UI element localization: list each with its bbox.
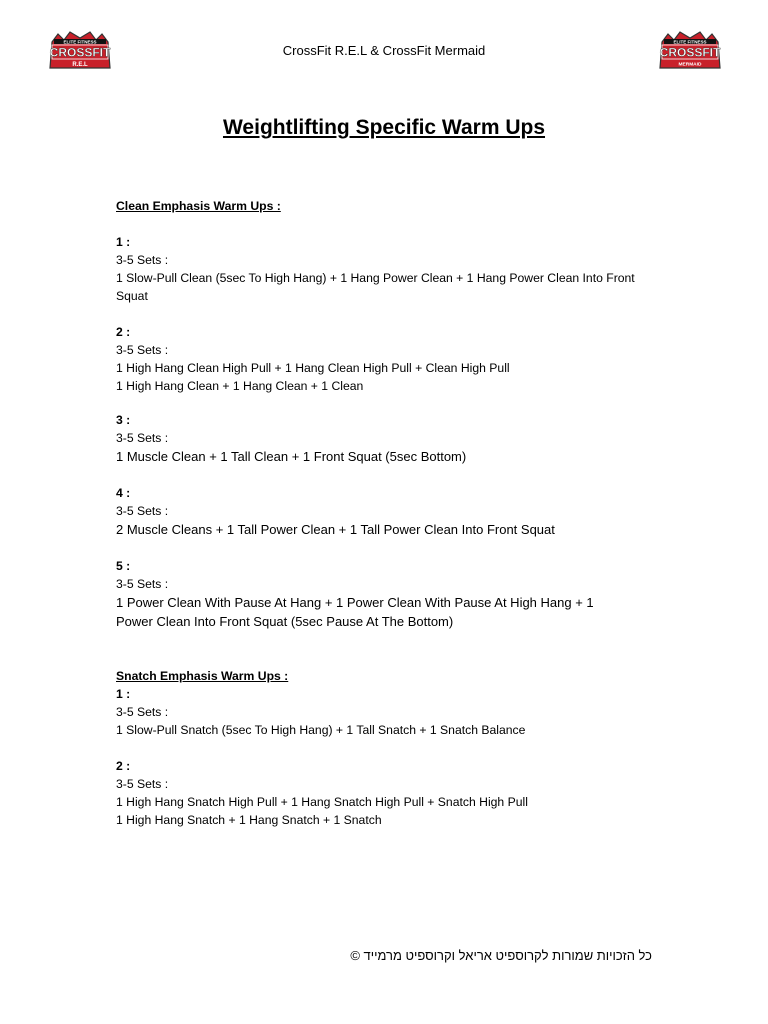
item-line: 1 Muscle Clean + 1 Tall Clean + 1 Front Squat (5sec Bottom): [116, 449, 467, 464]
logo-left-line3: R.E.L: [72, 62, 88, 68]
copyright-footer: כל הזכויות שמורות לקרוספיט אריאל וקרוספיט מרמייד ©: [350, 948, 652, 963]
clean-item-2: [116, 323, 656, 395]
logo-left-line2: CROSSFIT: [49, 45, 111, 60]
document-body: [116, 197, 656, 829]
snatch-section-heading: Snatch Emphasis Warm Ups :: [116, 669, 289, 683]
item-line: 1 High Hang Snatch High Pull + 1 Hang Snatch High Pull + Snatch High Pull: [116, 795, 528, 809]
clean-item-1: [116, 233, 656, 305]
item-line: 1 Power Clean With Pause At Hang + 1 Power Clean With Pause At High Hang + 1: [116, 595, 594, 610]
item-sets: 3-5 Sets :: [116, 431, 169, 445]
logo-left-line1: ELITE FITNESS: [63, 39, 97, 45]
item-number: 4 :: [116, 486, 131, 500]
snatch-item-1: [116, 685, 656, 739]
logo-right-line1: ELITE FITNESS: [673, 39, 707, 45]
item-number: 2 :: [116, 325, 131, 339]
snatch-item-2: [116, 757, 656, 829]
item-sets: 3-5 Sets :: [116, 777, 169, 791]
item-number: 1 :: [116, 235, 131, 249]
header-title: CrossFit R.E.L & CrossFit Mermaid: [282, 43, 486, 58]
clean-item-3: [116, 411, 656, 466]
item-line: 1 Slow-Pull Clean (5sec To High Hang) + 1 Hang Power Clean + 1 Hang Power Clean Into Front: [116, 271, 635, 285]
logo-right-line3: MERMAID: [678, 62, 702, 68]
item-number: 3 :: [116, 413, 131, 427]
item-sets: 3-5 Sets :: [116, 343, 169, 357]
item-line: 1 High Hang Clean + 1 Hang Clean + 1 Clean: [116, 379, 364, 393]
logo-right-line2: CROSSFIT: [659, 45, 721, 60]
item-line: 1 High Hang Clean High Pull + 1 Hang Clean High Pull + Clean High Pull: [116, 361, 510, 375]
item-sets: 3-5 Sets :: [116, 577, 169, 591]
item-number: 5 :: [116, 559, 131, 573]
clean-section-heading: Clean Emphasis Warm Ups :: [116, 199, 281, 213]
item-sets: 3-5 Sets :: [116, 705, 169, 719]
item-line: Squat: [116, 289, 148, 303]
item-line: 1 High Hang Snatch + 1 Hang Snatch + 1 Snatch: [116, 813, 382, 827]
item-number: 1 :: [116, 687, 131, 701]
item-line: Power Clean Into Front Squat (5sec Pause At The Bottom): [116, 614, 454, 629]
clean-item-5: [116, 557, 656, 631]
item-sets: 3-5 Sets :: [116, 253, 169, 267]
item-sets: 3-5 Sets :: [116, 504, 169, 518]
crossfit-mermaid-logo: [654, 28, 726, 76]
page-title: Weightlifting Specific Warm Ups: [222, 116, 546, 139]
item-line: 1 Slow-Pull Snatch (5sec To High Hang) + 1 Tall Snatch + 1 Snatch Balance: [116, 723, 526, 737]
clean-item-4: [116, 484, 656, 539]
item-line: 2 Muscle Cleans + 1 Tall Power Clean + 1 Tall Power Clean Into Front Squat: [116, 522, 555, 537]
item-number: 2 :: [116, 759, 131, 773]
